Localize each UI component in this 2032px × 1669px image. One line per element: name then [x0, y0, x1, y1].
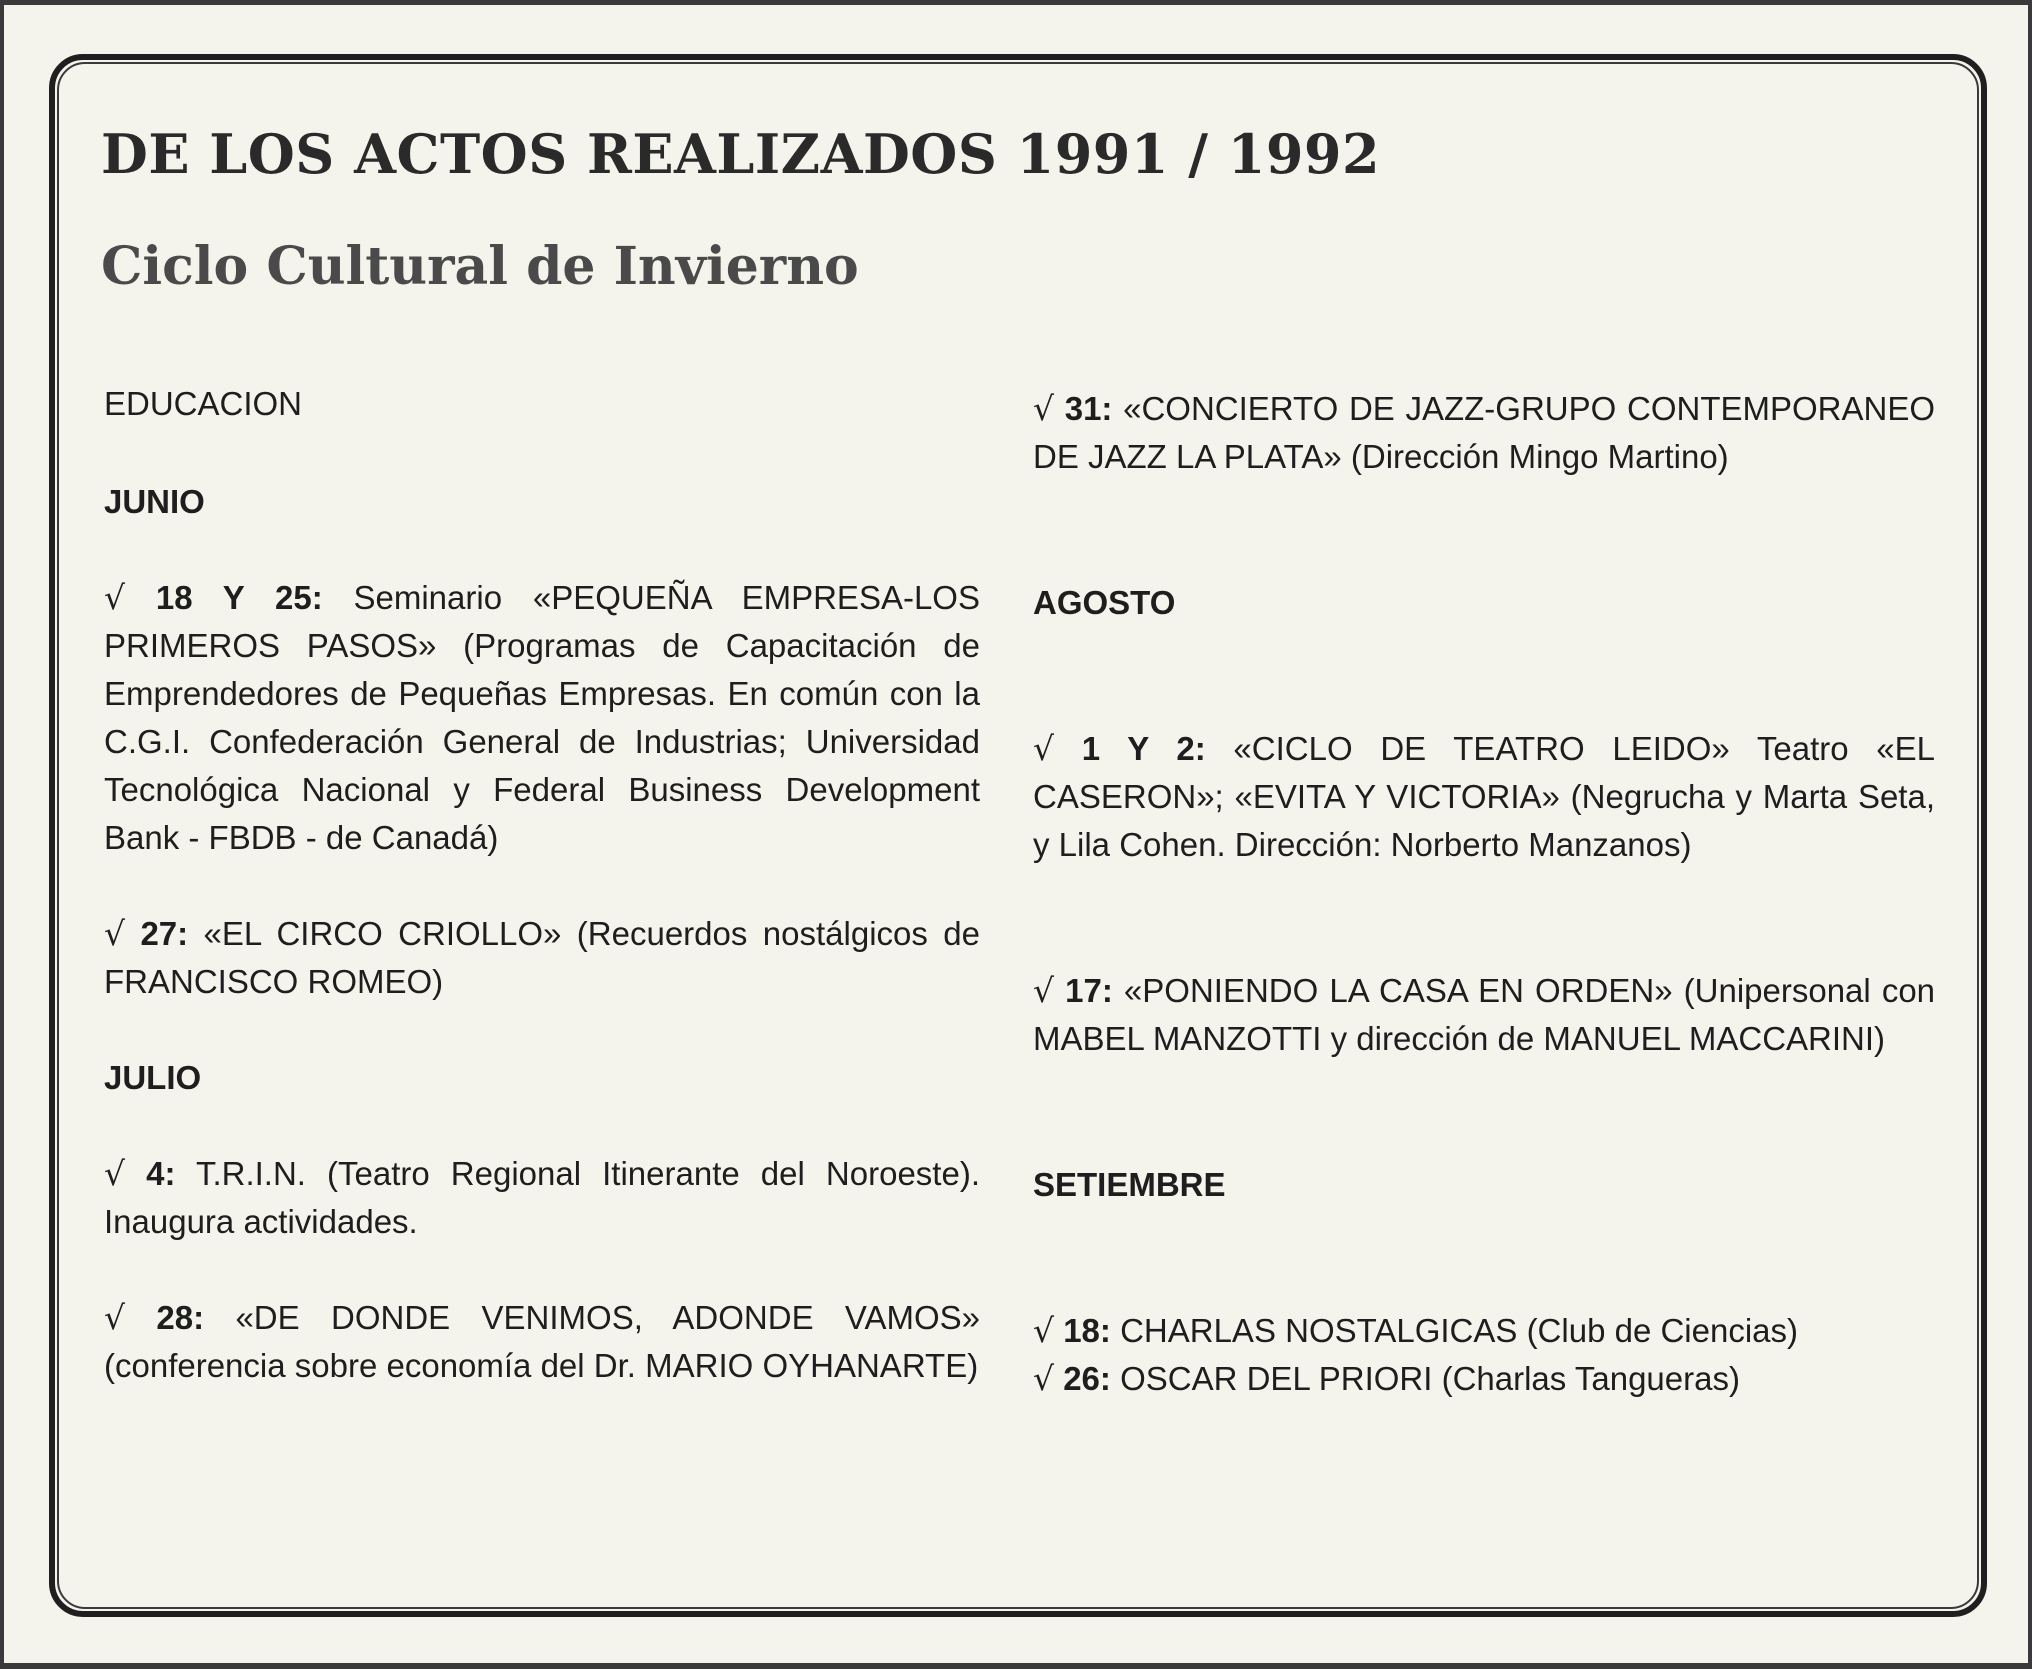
- section-label-educacion: EDUCACION: [104, 385, 303, 422]
- event-entry: [1033, 1307, 1935, 1355]
- check-mark-icon: √: [1033, 1359, 1055, 1398]
- event-date: 26:: [1063, 1360, 1111, 1397]
- event-entry: [104, 1150, 980, 1246]
- event-entry: [104, 1294, 980, 1390]
- check-mark-icon: √: [1033, 389, 1055, 428]
- event-entry: [1033, 385, 1935, 481]
- event-description: OSCAR DEL PRIORI (Charlas Tangueras): [1120, 1360, 1740, 1397]
- event-date: 28:: [156, 1299, 205, 1336]
- event-description: «DE DONDE VENIMOS, ADONDE VAMOS» (conferencia sobre economía del Dr. MARIO OYHANARTE): [104, 1299, 981, 1384]
- check-mark-icon: √: [1033, 971, 1055, 1010]
- month-heading-julio: JULIO: [104, 1059, 202, 1096]
- event-date: 18 Y 25:: [155, 579, 323, 616]
- event-date: 1 Y 2:: [1081, 730, 1206, 767]
- event-entry: [104, 910, 980, 1006]
- event-date: 18:: [1063, 1312, 1111, 1349]
- event-date: 31:: [1064, 390, 1113, 427]
- event-entry: [1033, 725, 1935, 869]
- document-title: DE LOS ACTOS REALIZADOS 1991 / 1992: [101, 122, 1381, 186]
- event-date: 4:: [146, 1155, 176, 1192]
- event-description: Seminario «PEQUEÑA EMPRESA-LOS PRIMEROS PASOS» (Programas de Capacitación de Emprendedores de Pequeñas Empresas. En común con la C.G.I. Confederación General de Industrias; Universidad Tecnológica Nacional y Federal Business Development Bank - FBDB - de Canadá): [104, 579, 980, 856]
- month-heading-junio: JUNIO: [104, 483, 205, 520]
- event-description: «CONCIERTO DE JAZZ-GRUPO CONTEMPORANEO DE JAZZ LA PLATA» (Dirección Mingo Martino): [1033, 390, 1936, 475]
- event-entry: [1033, 967, 1935, 1063]
- check-mark-icon: √: [104, 1298, 126, 1337]
- event-date: 27:: [140, 915, 189, 952]
- event-description: «PONIENDO LA CASA EN ORDEN» (Unipersonal con MABEL MANZOTTI y dirección de MANUEL MACCARINI): [1033, 972, 1936, 1057]
- check-mark-icon: √: [104, 1154, 126, 1193]
- left-column: [104, 380, 980, 1390]
- event-entry: [104, 574, 980, 862]
- check-mark-icon: √: [104, 914, 126, 953]
- check-mark-icon: √: [1033, 729, 1055, 768]
- right-column: [1033, 385, 1935, 1403]
- document-subtitle: Ciclo Cultural de Invierno: [101, 236, 859, 297]
- check-mark-icon: √: [104, 578, 126, 617]
- event-description: «EL CIRCO CRIOLLO» (Recuerdos nostálgicos de FRANCISCO ROMEO): [104, 915, 980, 1000]
- check-mark-icon: √: [1033, 1311, 1055, 1350]
- event-description: T.R.I.N. (Teatro Regional Itinerante del Noroeste). Inaugura actividades.: [104, 1155, 980, 1240]
- event-description: CHARLAS NOSTALGICAS (Club de Ciencias): [1120, 1312, 1799, 1349]
- month-heading-setiembre: SETIEMBRE: [1033, 1166, 1226, 1203]
- month-heading-agosto: AGOSTO: [1033, 584, 1176, 621]
- event-description: «CICLO DE TEATRO LEIDO» Teatro «EL CASERON»; «EVITA Y VICTORIA» (Negrucha y Marta Seta, y Lila Cohen. Dirección: Norberto Manzanos): [1033, 730, 1936, 863]
- event-entry: [1033, 1355, 1935, 1403]
- event-date: 17:: [1065, 972, 1113, 1009]
